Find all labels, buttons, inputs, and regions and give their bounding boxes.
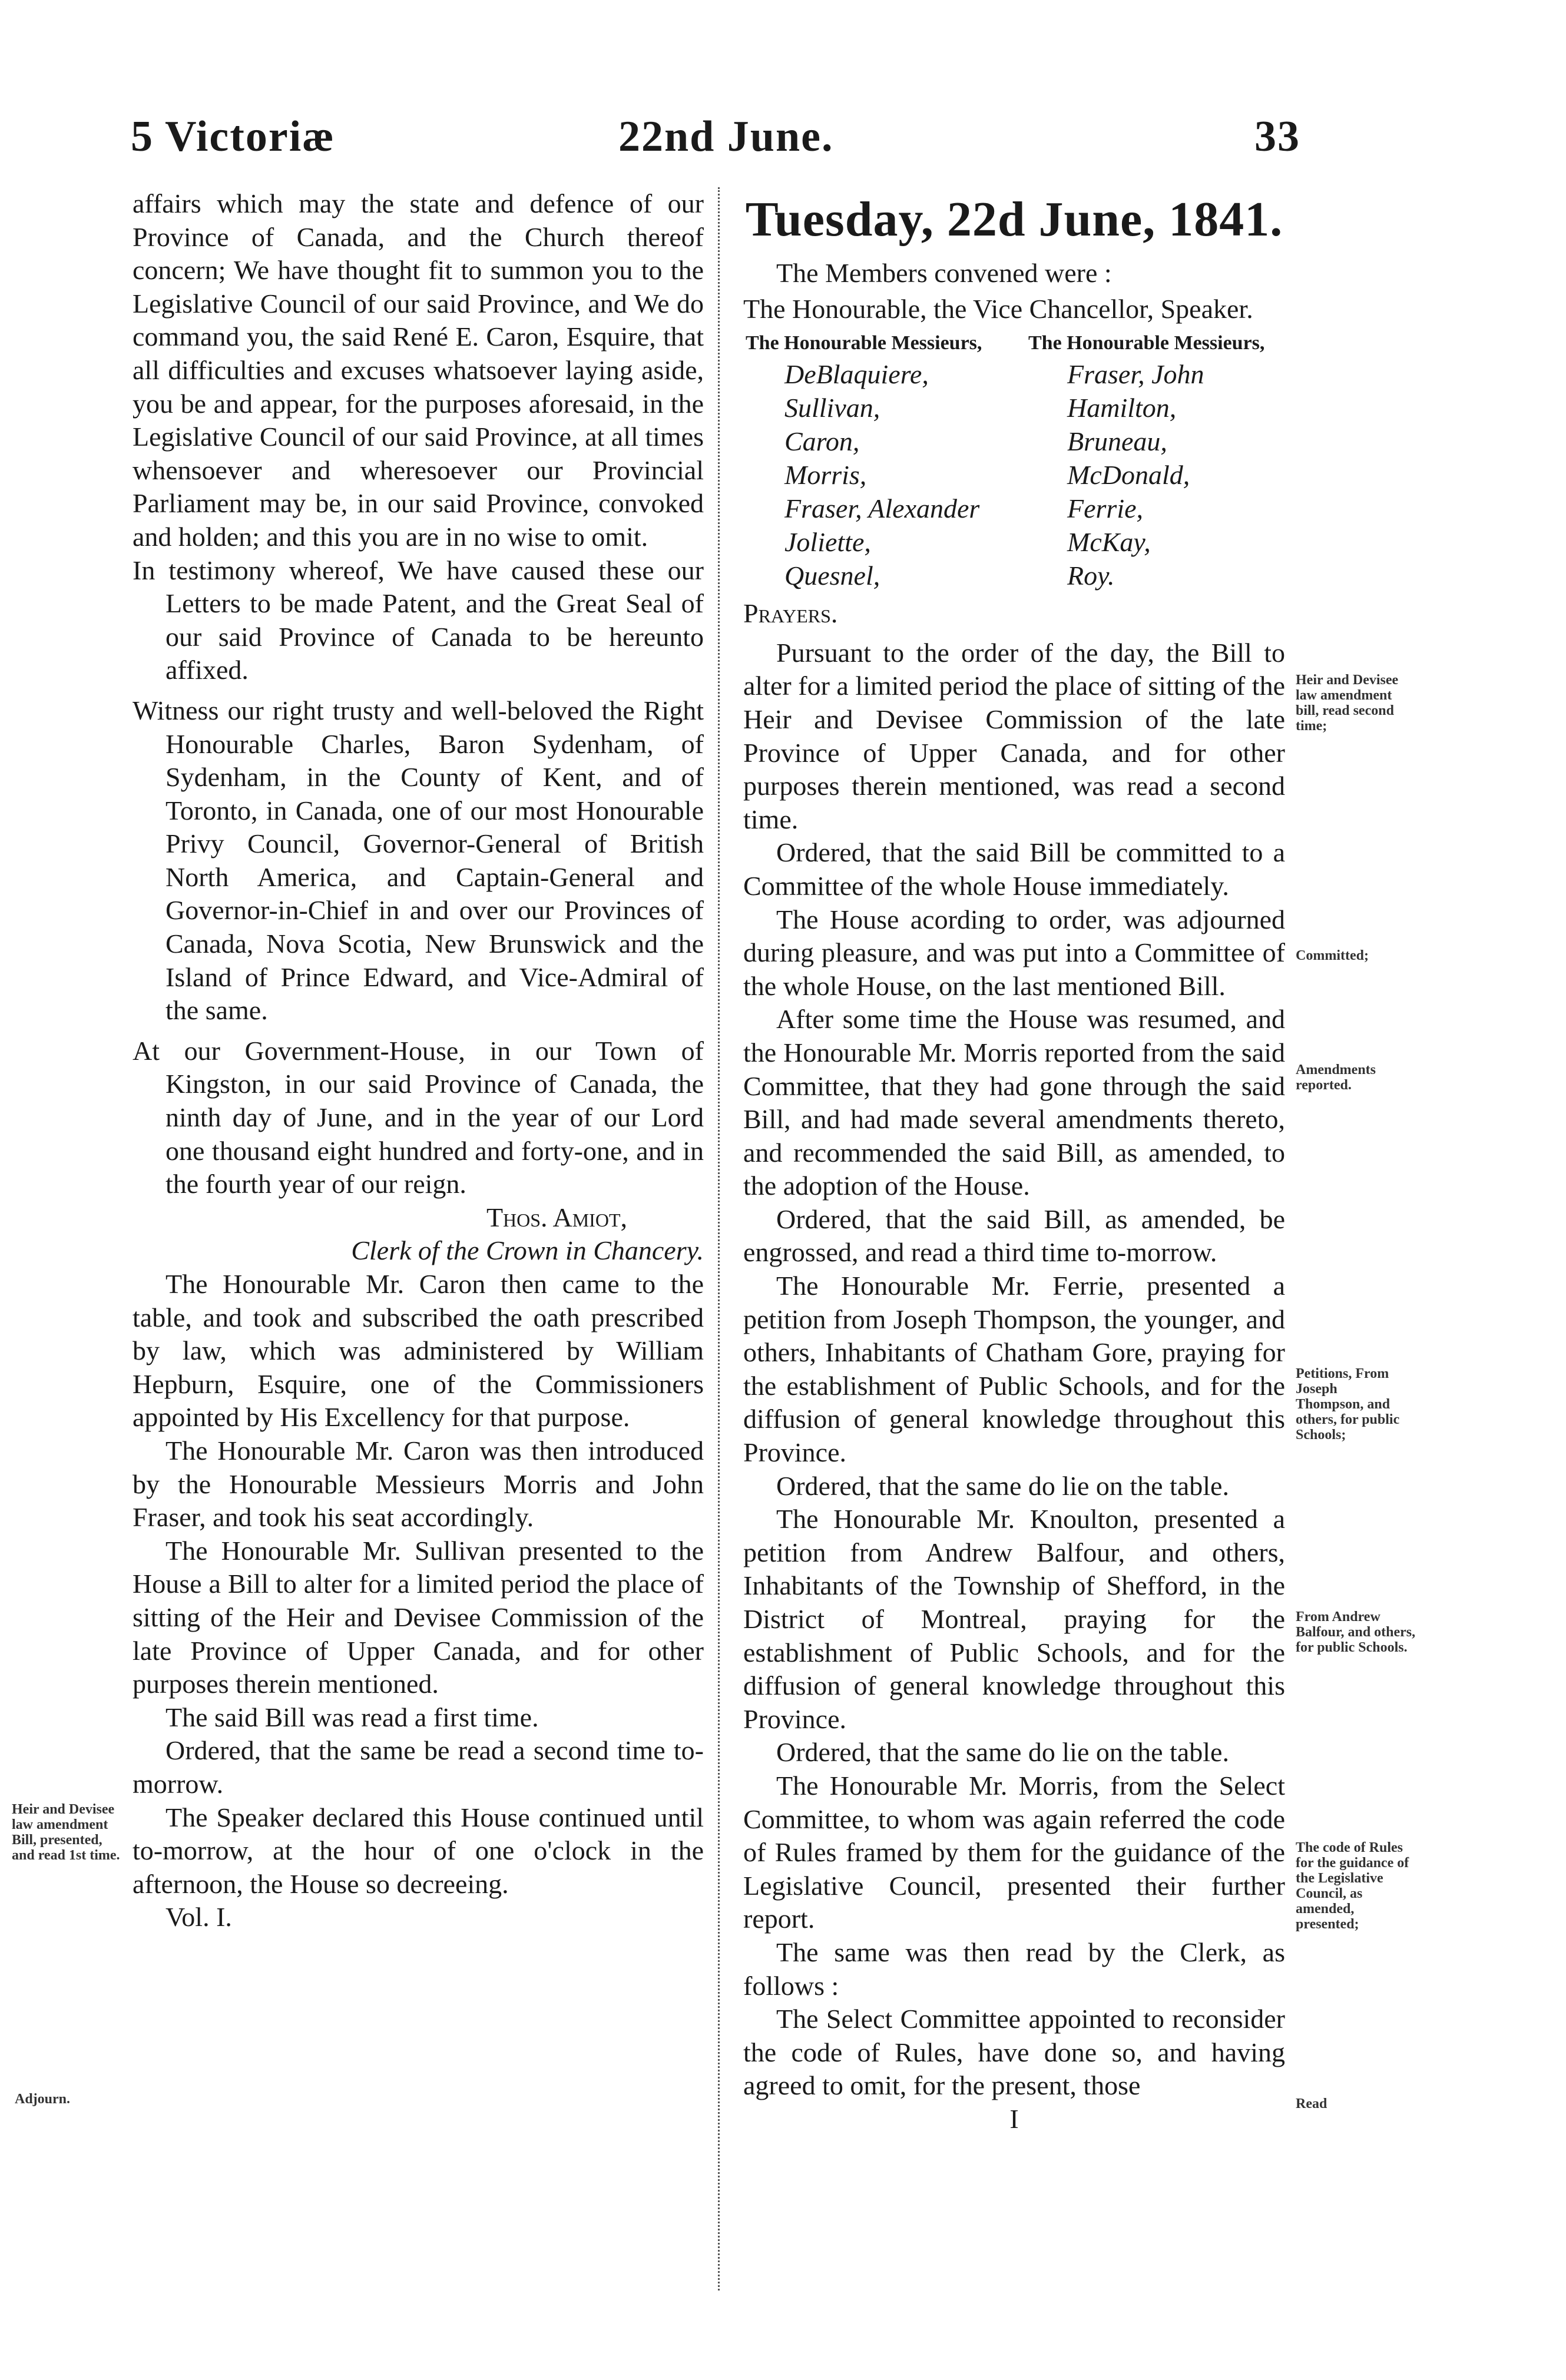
member-name: Morris, bbox=[784, 460, 867, 490]
caron-oath-paragraph: The Honourable Mr. Caron then came to the table, and took and subscribed the oath prescribed by law, which was administered by William Hepburn, Esquire, one of the Commissioners appointed by His Excellency for that purpose. bbox=[133, 1269, 704, 1433]
member-name: Roy. bbox=[1067, 561, 1115, 591]
witness-paragraph: Witness our right trusty and well-beloved the Right Honourable Charles, Baron Sydenham, of Sydenham, in the County of Kent, and of Toronto, in Canada, one of our most Honourable Privy Council, Governor-General of British North America, and Captain-General and Governor-in-Chief in and over our Provinces of Canada, Nova Scotia, New Brunswick and the Island of Prince Edward, and Vice-Admiral of the same. bbox=[133, 695, 704, 1026]
member-name: Caron, bbox=[784, 426, 860, 457]
clerk-read-paragraph: The same was then read by the Clerk, as follows : bbox=[743, 1937, 1285, 2001]
engrossed-order-paragraph: Ordered, that the said Bill, as amended, be engrossed, and read a third time to-morrow. bbox=[743, 1204, 1285, 1268]
day-title: Tuesday, 22d June, 1841. bbox=[745, 192, 1283, 247]
members-list-right bbox=[1026, 329, 1285, 592]
amendments-reported-paragraph: After some time the House was resumed, and the Honourable Mr. Morris reported from the said Committee, that they had gone through the said Bill, and had made several amendments thereto, and recommended the said Bill, as amended, to the adoption of the House. bbox=[743, 1004, 1285, 1201]
margin-note-second-reading: Heir and Devisee law amendment bill, read second time; bbox=[1296, 672, 1399, 734]
margin-note-read: Read bbox=[1296, 2096, 1327, 2111]
signature-name: Thos. Amiot, bbox=[486, 1202, 627, 1232]
members-list-left bbox=[743, 329, 1002, 592]
caron-introduced-paragraph: The Honourable Mr. Caron was then introduced by the Honourable Messieurs Morris and John Fraser, and took his seat accordingly. bbox=[133, 1435, 704, 1533]
second-reading-order-paragraph: Ordered, that the same be read a second time to-morrow. bbox=[133, 1735, 704, 1799]
margin-note-thompson-petition: Petitions, From Joseph Thompson, and others, for public Schools; bbox=[1296, 1366, 1400, 1443]
members-header-left: The Honourable Messieurs, bbox=[746, 332, 982, 354]
member-name: McKay, bbox=[1067, 527, 1151, 558]
second-reading-paragraph: Pursuant to the order of the day, the Bill to alter for a limited period the place of sitting of the Heir and Devisee Commission of the late Province of Upper Canada, and for other purposes therein mentioned, was read a second time. bbox=[743, 637, 1285, 834]
signature-title: Clerk of the Crown in Chancery. bbox=[351, 1235, 704, 1266]
member-name: Hamilton, bbox=[1067, 393, 1177, 423]
sullivan-bill-paragraph: The Honourable Mr. Sullivan presented to the House a Bill to alter for a limited period the place of sitting of the Heir and Devisee Commission of the late Province of Upper Canada, and for other purposes therein mentioned. bbox=[133, 1535, 704, 1699]
member-name: Ferrie, bbox=[1067, 493, 1144, 524]
knoulton-petition-paragraph: The Honourable Mr. Knoulton, presented a petition from Andrew Balfour, and others, Inhabitants of the Township of Shefford, in the District of Montreal, praying for the establishment of Public Schools, and for the diffusion of general knowledge throughout this Province. bbox=[743, 1504, 1285, 1734]
running-head-left: 5 Victoriæ bbox=[131, 112, 335, 161]
members-header-right: The Honourable Messieurs, bbox=[1028, 332, 1265, 354]
member-name: Fraser, Alexander bbox=[784, 493, 980, 524]
first-reading-paragraph: The said Bill was read a first time. bbox=[165, 1702, 539, 1732]
left-column bbox=[133, 187, 704, 1934]
running-head-date: 22nd June. bbox=[618, 112, 834, 161]
member-name: Joliette, bbox=[784, 527, 871, 558]
right-column bbox=[743, 187, 1285, 2136]
testimony-paragraph: In testimony whereof, We have caused these our Letters to be made Patent, and the Great Seal of our said Province of Canada to be hereunto affixed. bbox=[133, 555, 704, 685]
margin-note-bill-presented: Heir and Devisee law amendment Bill, presented, and read 1st time. bbox=[12, 1802, 120, 1863]
speaker-line: The Honourable, the Vice Chancellor, Speaker. bbox=[743, 293, 1253, 324]
margin-note-amendments: Amendments reported. bbox=[1296, 1062, 1376, 1093]
member-name: Bruneau, bbox=[1067, 426, 1167, 457]
margin-note-code-of-rules: The code of Rules for the guidance of the Legislative Council, as amended, presented; bbox=[1296, 1840, 1409, 1932]
members-convened-line: The Members convened were : bbox=[776, 258, 1112, 288]
rules-report-paragraph: The Honourable Mr. Morris, from the Select Committee, to whom was again referred the code of Rules framed by them for the guidance of the Legislative Council, presented their further report. bbox=[743, 1770, 1285, 1934]
lie-on-table-paragraph: Ordered, that the same do lie on the table. bbox=[776, 1470, 1229, 1501]
committed-order-paragraph: Ordered, that the said Bill be committed to a Committee of the whole House immediately. bbox=[743, 837, 1285, 901]
member-name: Quesnel, bbox=[784, 561, 880, 591]
prayers-heading: Prayers. bbox=[743, 598, 838, 629]
signature-mark: I bbox=[1009, 2103, 1019, 2134]
margin-note-adjourn: Adjourn. bbox=[15, 2091, 71, 2107]
margin-note-balfour-petition: From Andrew Balfour, and others, for public Schools. bbox=[1296, 1609, 1416, 1655]
page-number: 33 bbox=[1254, 112, 1300, 161]
member-name: McDonald, bbox=[1067, 460, 1190, 490]
adjournment-paragraph: The Speaker declared this House continued until to-morrow, at the hour of one o'clock in the afternoon, the House so decreeing. bbox=[133, 1802, 704, 1899]
member-name: Fraser, John bbox=[1067, 359, 1204, 390]
member-name: Sullivan, bbox=[784, 393, 880, 423]
member-name: DeBlaquiere, bbox=[784, 359, 929, 390]
select-committee-paragraph: The Select Committee appointed to reconsider the code of Rules, have done so, and having agreed to omit, for the present, those bbox=[743, 2004, 1285, 2101]
column-divider bbox=[718, 187, 720, 2290]
location-paragraph: At our Government-House, in our Town of Kingston, in our said Province of Canada, the ninth day of June, and in the year of our Lord one thousand eight hundred and forty-one, and in the fourth year of our reign. bbox=[133, 1035, 704, 1199]
ferrie-petition-paragraph: The Honourable Mr. Ferrie, presented a petition from Joseph Thompson, the younger, and others, Inhabitants of Chatham Gore, praying for the establishment of Public Schools, and for the diffusion of general knowledge throughout this Province. bbox=[743, 1271, 1285, 1468]
volume-mark: Vol. I. bbox=[165, 1902, 232, 1932]
margin-note-committed: Committed; bbox=[1296, 948, 1369, 963]
lie-on-table-paragraph: Ordered, that the same do lie on the table. bbox=[776, 1737, 1229, 1768]
writ-paragraph: affairs which may the state and defence of our Province of Canada, and the Church thereof concern; We have thought fit to summon you to the Legislative Council of our said Province, and We do command you, the said René E. Caron, Esquire, that all difficulties and excuses whatsoever laying aside, you be and appear, for the purposes aforesaid, in the Legislative Council of our said Province, at all times whensoever and wheresoever our Provincial Parliament may be, in our said Province, convoked and holden; and this you are in no wise to omit. bbox=[133, 188, 704, 552]
committee-paragraph: The House acording to order, was adjourned during pleasure, and was put into a Committee of the whole House, on the last mentioned Bill. bbox=[743, 904, 1285, 1001]
members-list bbox=[743, 329, 1285, 592]
